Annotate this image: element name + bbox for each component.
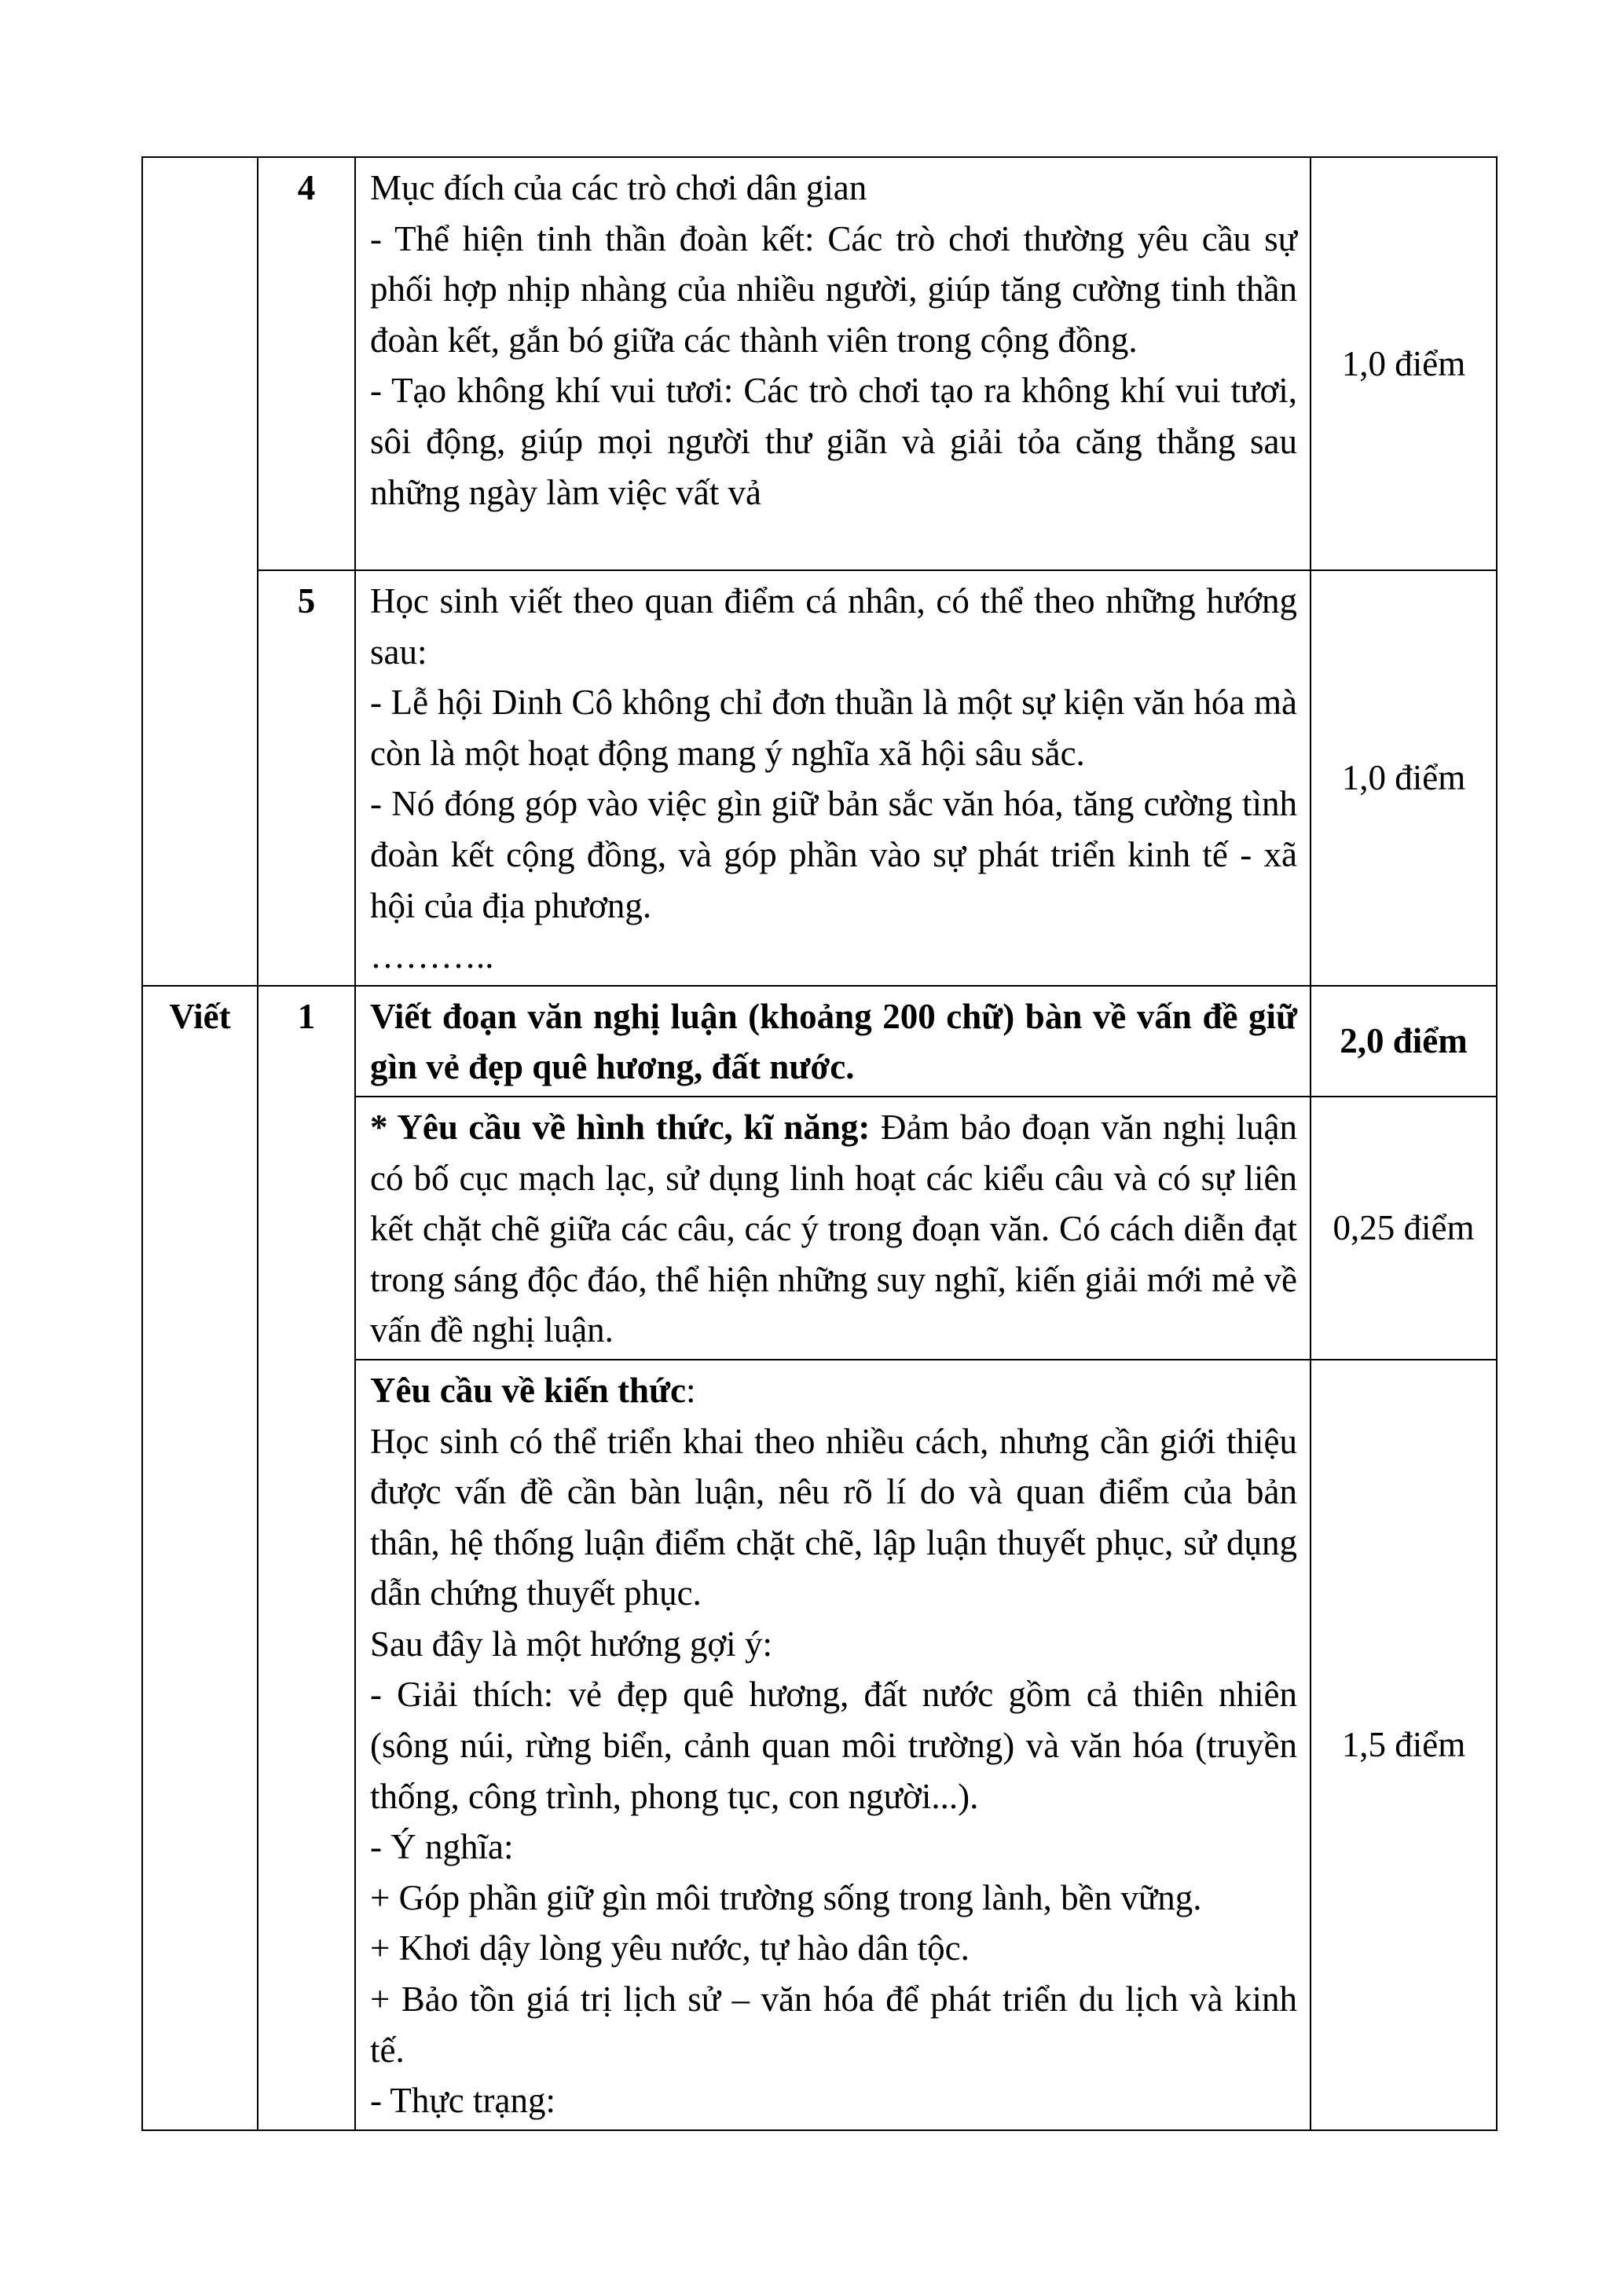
answer-line: - Thể hiện tinh thần đoàn kết: Các trò chơi thường yêu cầu sự phối hợp nhịp nhàng của nhiều người, giúp tăng cường tinh thần đoàn kết, gắn bó giữa các thành viên trong cộng đồng.: [370, 218, 1297, 360]
knowledge-label: Yêu cầu về kiến thức: [370, 1370, 686, 1410]
answer-line: - Lễ hội Dinh Cô không chỉ đơn thuần là một sự kiện văn hóa mà còn là một hoạt động mang ý nghĩa xã hội sâu sắc.: [370, 683, 1297, 773]
score: 0,25 điểm: [1311, 1097, 1497, 1360]
answer-line: - Ý nghĩa:: [370, 1827, 514, 1867]
score: 1,5 điểm: [1311, 1360, 1497, 2130]
section-cell-empty: [142, 157, 258, 986]
answer-key-table: [141, 156, 1498, 2131]
section-label: Viết: [142, 986, 258, 2130]
answer-line: - Thực trạng:: [370, 2081, 555, 2121]
score: [1311, 986, 1497, 1097]
knowledge-heading: [370, 1365, 1297, 1416]
answer-line: + Bảo tồn giá trị lịch sử – văn hóa để phát triển du lịch và kinh tế.: [370, 1979, 1297, 2070]
writing-task-heading: [355, 986, 1311, 1097]
answer-line: Sau đây là một hướng gợi ý:: [370, 1624, 772, 1664]
answer-line: Học sinh viết theo quan điểm cá nhân, có thể theo những hướng sau:: [370, 581, 1297, 672]
answer-line: + Góp phần giữ gìn môi trường sống trong lành, bền vững.: [370, 1877, 1202, 1917]
score: 1,0 điểm: [1311, 570, 1497, 986]
table-row: [142, 570, 1497, 986]
question-number: 4: [258, 157, 355, 570]
question-number: 1: [258, 986, 355, 2130]
answer-line: + Khơi dậy lòng yêu nước, tự hào dân tộc.: [370, 1928, 970, 1968]
table-row: [142, 986, 1497, 1097]
answer-line: - Giải thích: vẻ đẹp quê hương, đất nước gồm cả thiên nhiên (sông núi, rừng biển, cảnh quan môi trường) và văn hóa (truyền thống, công trình, phong tục, con người...).: [370, 1675, 1297, 1816]
answer-line: ………..: [370, 936, 494, 976]
answer-content: [355, 570, 1311, 986]
form-label: * Yêu cầu về hình thức, kĩ năng:: [370, 1107, 871, 1147]
score: 1,0 điểm: [1311, 157, 1497, 570]
form-text: Đảm bảo đoạn văn nghị luận có bố cục mạch lạc, sử dụng linh hoạt các kiểu câu và có sự liên kết chặt chẽ giữa các câu, các ý trong đoạn văn. Có cách diễn đạt trong sáng độc đáo, thể hiện những suy nghĩ, kiến giải mới mẻ về vấn đề nghị luận.: [370, 1107, 1297, 1350]
question-number: 5: [258, 570, 355, 986]
answer-line: Học sinh có thể triển khai theo nhiều cách, nhưng cần giới thiệu được vấn đề cần bàn luận, nêu rõ lí do và quan điểm của bản thân, hệ thống luận điểm chặt chẽ, lập luận thuyết phục, sử dụng dẫn chứng thuyết phục.: [370, 1421, 1297, 1613]
form-requirements: [355, 1097, 1311, 1360]
colon: :: [686, 1370, 696, 1410]
answer-content: [355, 157, 1311, 570]
writing-task-text: Viết đoạn văn nghị luận (khoảng 200 chữ) bàn về vấn đề giữ gìn vẻ đẹp quê hương, đất nước.: [370, 996, 1297, 1087]
score-text: 2,0 điểm: [1340, 1021, 1468, 1061]
knowledge-requirements: [355, 1360, 1311, 2130]
answer-line: - Nó đóng góp vào việc gìn giữ bản sắc văn hóa, tăng cường tình đoàn kết cộng đồng, và góp phần vào sự phát triển kinh tế - xã hội của địa phương.: [370, 784, 1297, 925]
answer-line: Mục đích của các trò chơi dân gian: [370, 168, 867, 207]
table-row: [142, 157, 1497, 570]
answer-line: - Tạo không khí vui tươi: Các trò chơi tạo ra không khí vui tươi, sôi động, giúp mọi người thư giãn và giải tỏa căng thẳng sau những ngày làm việc vất vả: [370, 371, 1297, 512]
